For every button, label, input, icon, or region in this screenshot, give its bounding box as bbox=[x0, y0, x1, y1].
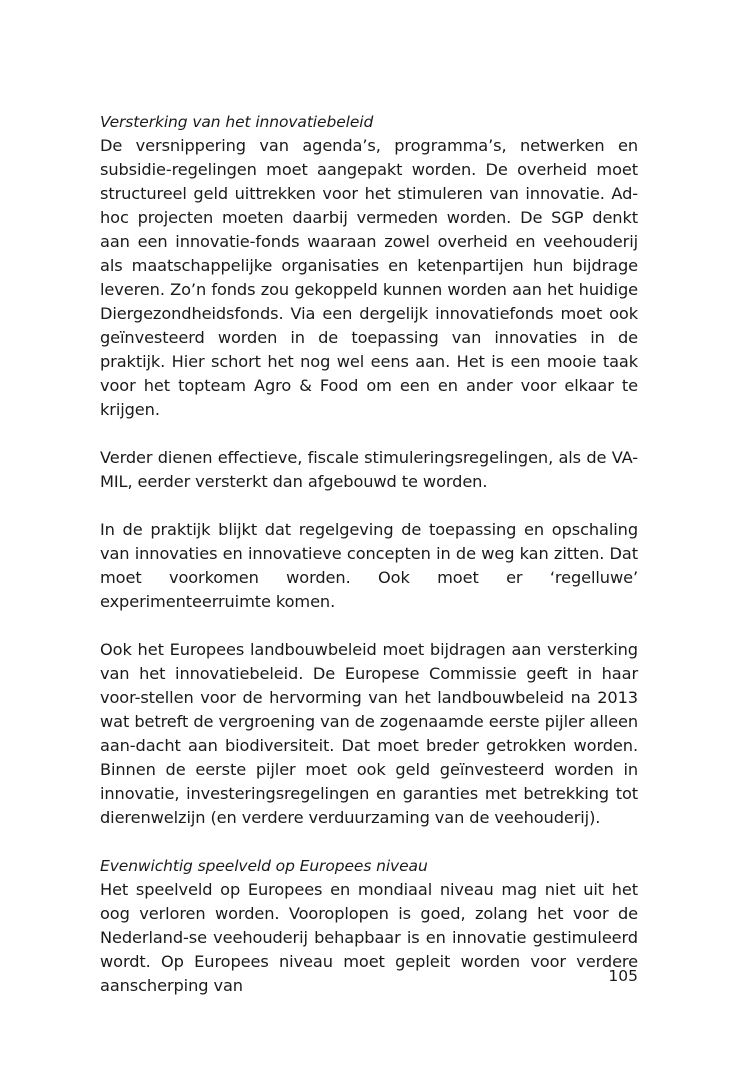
paragraph-european-policy: Ook het Europees landbouwbeleid moet bijdragen aan versterking van het innovatiebeleid. De Europese Commissie geeft in haar voor-stellen voor de hervorming van het landbouwbeleid na 2013 wat betreft de vergroening van de zogenaamde eerste pijler alleen aan-dacht aan biodiversiteit. Dat moet breder getrokken worden. Binnen de eerste pijler moet ook geld geïnvesteerd worden in innovatie, investeringsregelingen en garanties met betrekking tot dierenwelzijn (en verdere verduurzaming van de veehouderij). bbox=[100, 640, 638, 827]
section-heading-innovation-policy: Versterking van het innovatiebeleid bbox=[100, 113, 374, 131]
page-number: 105 bbox=[608, 967, 638, 985]
paragraph-innovation-fund: De versnippering van agenda’s, programma’s, netwerken en subsidie-regelingen moet aangepakt worden. De overheid moet structureel geld uittrekken voor het stimuleren van innovatie. Ad-hoc projecten moeten daarbij vermeden worden. De SGP denkt aan een innovatie-fonds waaraan zowel overheid en veehouderij als maatschappelijke organisaties en ketenpartijen hun bijdrage leveren. Zo’n fonds zou gekoppeld kunnen worden aan het huidige Diergezondheidsfonds. Via een dergelijk innovatiefonds moet ook geïnvesteerd worden in de toepassing van innovaties in de praktijk. Hier schort het nog wel eens aan. Het is een mooie taak voor het topteam Agro & Food om een en ander voor elkaar te krijgen. bbox=[100, 136, 638, 419]
page-body bbox=[100, 110, 638, 1022]
paragraph-playing-field: Het speelveld op Europees en mondiaal niveau mag niet uit het oog verloren worden. Vooroplopen is goed, zolang het voor de Nederland-se veehouderij behapbaar is en innovatie gestimuleerd wordt. Op Europees niveau moet gepleit worden voor verdere aanscherping van bbox=[100, 880, 638, 995]
paragraph-fiscal-regulations: Verder dienen effectieve, fiscale stimuleringsregelingen, als de VA-MIL, eerder versterkt dan afgebouwd te worden. bbox=[100, 448, 638, 491]
section-heading-level-playing-field: Evenwichtig speelveld op Europees niveau bbox=[100, 857, 428, 875]
paragraph-regulation-practice: In de praktijk blijkt dat regelgeving de toepassing en opschaling van innovaties en innovatieve concepten in de weg kan zitten. Dat moet voorkomen worden. Ook moet er ‘regelluwe’ experimenteerruimte komen. bbox=[100, 520, 638, 611]
